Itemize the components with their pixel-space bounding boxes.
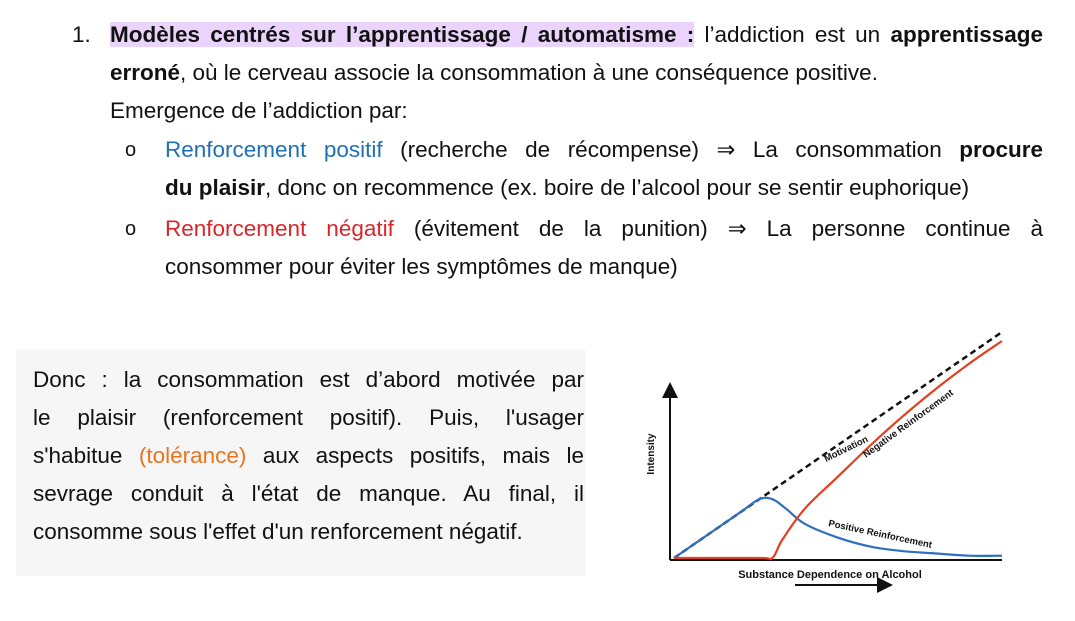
bullet-marker: o bbox=[125, 218, 137, 240]
emergence-line: Emergence de l’addiction par: bbox=[110, 98, 408, 123]
annotation-negative-reinforcement: Negative Reinforcement bbox=[861, 387, 956, 461]
bullet-1-bold-2: du plaisir bbox=[165, 175, 266, 200]
bullet-2-text: (évitement de la punition) ⇒ La personne continue à bbox=[393, 216, 1044, 241]
item-line-1 bbox=[110, 22, 1043, 48]
intro-text-d: , où le cerveau associe la consommation à une conséquence positive. bbox=[180, 60, 878, 85]
intro-text-a: l’addiction est un bbox=[694, 22, 891, 47]
reinforcement-chart bbox=[630, 318, 1050, 598]
bullet-2-line-1 bbox=[165, 216, 1043, 242]
y-axis-label: Intensity bbox=[646, 433, 657, 475]
annotation-motivation: Motivation bbox=[822, 433, 871, 465]
summary-line-2: le plaisir (renforcement positif). Puis, l'usager bbox=[33, 405, 584, 430]
term-negative-reinforcement: Renforcement négatif bbox=[165, 216, 394, 241]
summary-line-5: consomme sous l'effet d'un renforcement négatif. bbox=[33, 519, 523, 544]
bullet-1-line-2 bbox=[165, 175, 969, 201]
bullet-1-line-1 bbox=[165, 137, 1043, 163]
term-positive-reinforcement: Renforcement positif bbox=[165, 137, 383, 162]
bullet-marker: o bbox=[125, 139, 137, 161]
intro-bold-b: erroné bbox=[110, 60, 181, 85]
summary-text: aux aspects positifs, mais le bbox=[246, 443, 584, 468]
term-tolerance: (tolérance) bbox=[138, 443, 247, 468]
bullet-1-text: (recherche de récompense) ⇒ La consommation bbox=[382, 137, 960, 162]
summary-line-4: sevrage conduit à l'état de manque. Au final, il bbox=[33, 481, 584, 506]
intro-bold-a: apprentissage bbox=[890, 22, 1043, 47]
bullet-1-bold: procure bbox=[959, 137, 1043, 162]
summary-box bbox=[16, 350, 586, 576]
annotation-positive-reinforcement: Positive Reinforcement bbox=[827, 518, 933, 551]
item-heading: Modèles centrés sur l’apprentissage / automatisme : bbox=[110, 22, 695, 47]
summary-line-1: Donc : la consommation est d’abord motivée par bbox=[33, 367, 584, 392]
item-line-2 bbox=[110, 60, 878, 86]
summary-line-3 bbox=[33, 443, 584, 469]
list-number: 1. bbox=[72, 22, 91, 47]
bullet-1-text-2: , donc on recommence (ex. boire de l’alcool pour se sentir euphorique) bbox=[265, 175, 970, 200]
summary-text: s'habitue bbox=[33, 443, 139, 468]
x-axis-label: Substance Dependence on Alcohol bbox=[738, 569, 922, 581]
bullet-2-line-2: consommer pour éviter les symptômes de manque) bbox=[165, 254, 678, 279]
